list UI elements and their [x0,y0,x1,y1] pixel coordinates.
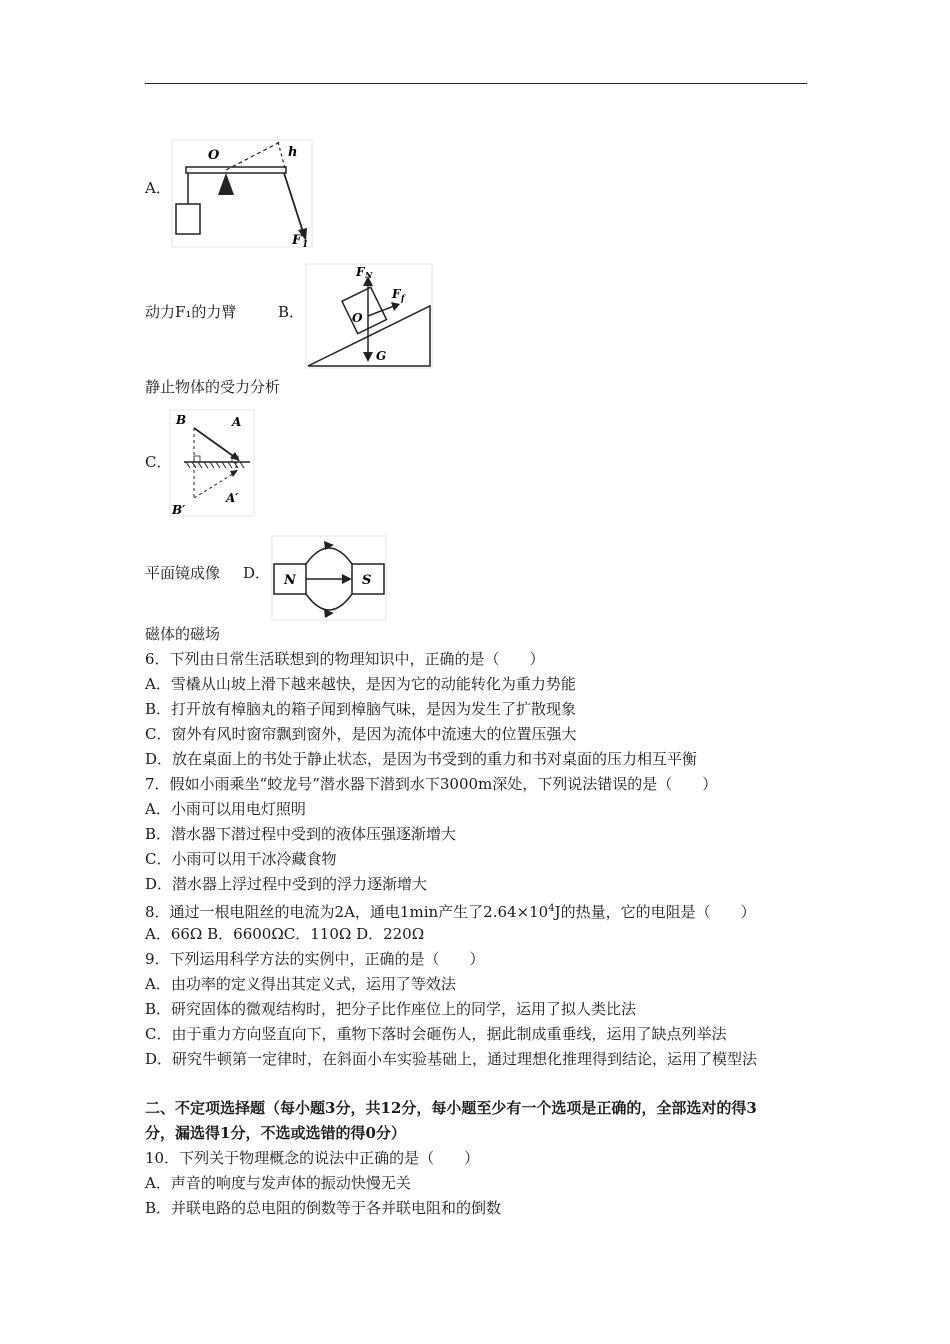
label-f-sub: 1 [302,240,309,250]
question-7-option-c: C．小雨可以用干冰冷藏食物 [145,850,337,868]
label-n: N [284,573,296,588]
question-6-stem: 6．下列由日常生活联想到的物理知识中，正确的是（ ） [145,650,545,668]
question-9-stem: 9．下列运用科学方法的实例中，正确的是（ ） [145,950,485,968]
caption-a-text: 动力F₁的力臂 [145,303,237,321]
plane-mirror-diagram [170,410,254,516]
label-ff: F [392,287,401,301]
caption-a [145,302,236,322]
question-8-stem-pre: 8．通过一根电阻丝的电流为2A，通电1min产生了2.64×10 [145,903,549,921]
question-6-option-a: A．雪橇从山坡上滑下越来越快，是因为它的动能转化为重力势能 [145,675,576,693]
label-h: h [288,145,298,160]
question-9-option-d: D．研究牛顿第一定律时，在斜面小车实验基础上，通过理想化推理得到结论，运用了模型法 [145,1050,758,1068]
label-a-image: A′ [226,491,239,505]
label-b: B [176,413,187,427]
caption-d: 磁体的磁场 [145,625,221,643]
question-7-option-a: A．小雨可以用电灯照明 [145,800,306,818]
label-g: G [376,349,387,363]
caption-c: 平面镜成像 [145,564,221,582]
label-fn: F [356,265,365,279]
question-6-option-c: C．窗外有风时窗帘飘到窗外，是因为流体中流速大的位置压强大 [145,725,577,743]
question-10-option-a: A．声音的响度与发声体的振动快慢无关 [145,1174,411,1192]
question-9-option-b: B．研究固体的微观结构时，把分子比作座位上的同学，运用了拟人类比法 [145,1000,637,1018]
question-9-option-c: C．由于重力方向竖直向下，重物下落时会砸伤人，据此制成重垂线，运用了缺点列举法 [145,1025,727,1043]
magnet-field-diagram [272,536,386,620]
question-6-option-b: B．打开放有樟脑丸的箱子闻到樟脑气味，是因为发生了扩散现象 [145,700,577,718]
question-10-option-b: B．并联电路的总电阻的倒数等于各并联电阻和的倒数 [145,1199,502,1217]
label-s: S [362,573,372,588]
question-8-stem-sup: 4 [548,903,555,914]
option-d-label: D． [243,564,271,582]
incline-force-diagram [306,264,432,368]
question-10-stem: 10．下列关于物理概念的说法中正确的是（ ） [145,1149,480,1167]
label-ff-sub: f [401,293,405,303]
label-b-image: B′ [172,503,186,517]
header-rule [145,83,807,84]
caption-b: 静止物体的受力分析 [145,378,281,396]
question-6-option-d: D．放在桌面上的书处于静止状态，是因为书受到的重力和书对桌面的压力相互平衡 [145,750,698,768]
label-a: A [232,415,242,429]
section-2-heading-line1: 二、不定项选择题（每小题3分，共12分，每小题至少有一个选项是正确的，全部选对的得3 [145,1099,757,1117]
question-8-stem-post: J的热量，它的电阻是（ ） [554,903,756,921]
question-7-option-b: B．潜水器下潜过程中受到的液体压强逐渐增大 [145,825,457,843]
lever-diagram [172,140,312,250]
question-7-option-d: D．潜水器上浮过程中受到的浮力逐渐增大 [145,875,428,893]
question-8-stem [145,899,756,922]
question-8-options: A．66Ω B．6600ΩC．110Ω D．220Ω [145,925,425,943]
section-2-heading-line2: 分，漏选得1分，不选或选错的得0分） [145,1124,406,1142]
question-7-stem: 7．假如小雨乘坐“蛟龙号”潜水器下潜到水下3000m深处，下列说法错误的是（ ） [145,775,718,793]
option-c-label: C． [145,453,172,471]
label-fn-sub: N [365,270,373,280]
label-f: F [292,233,302,248]
option-a-label: A． [145,179,171,197]
question-9-option-a: A．由功率的定义得出其定义式，运用了等效法 [145,975,456,993]
label-o-b: O [352,311,363,325]
option-b-label: B． [278,303,305,321]
label-o: O [208,148,220,163]
